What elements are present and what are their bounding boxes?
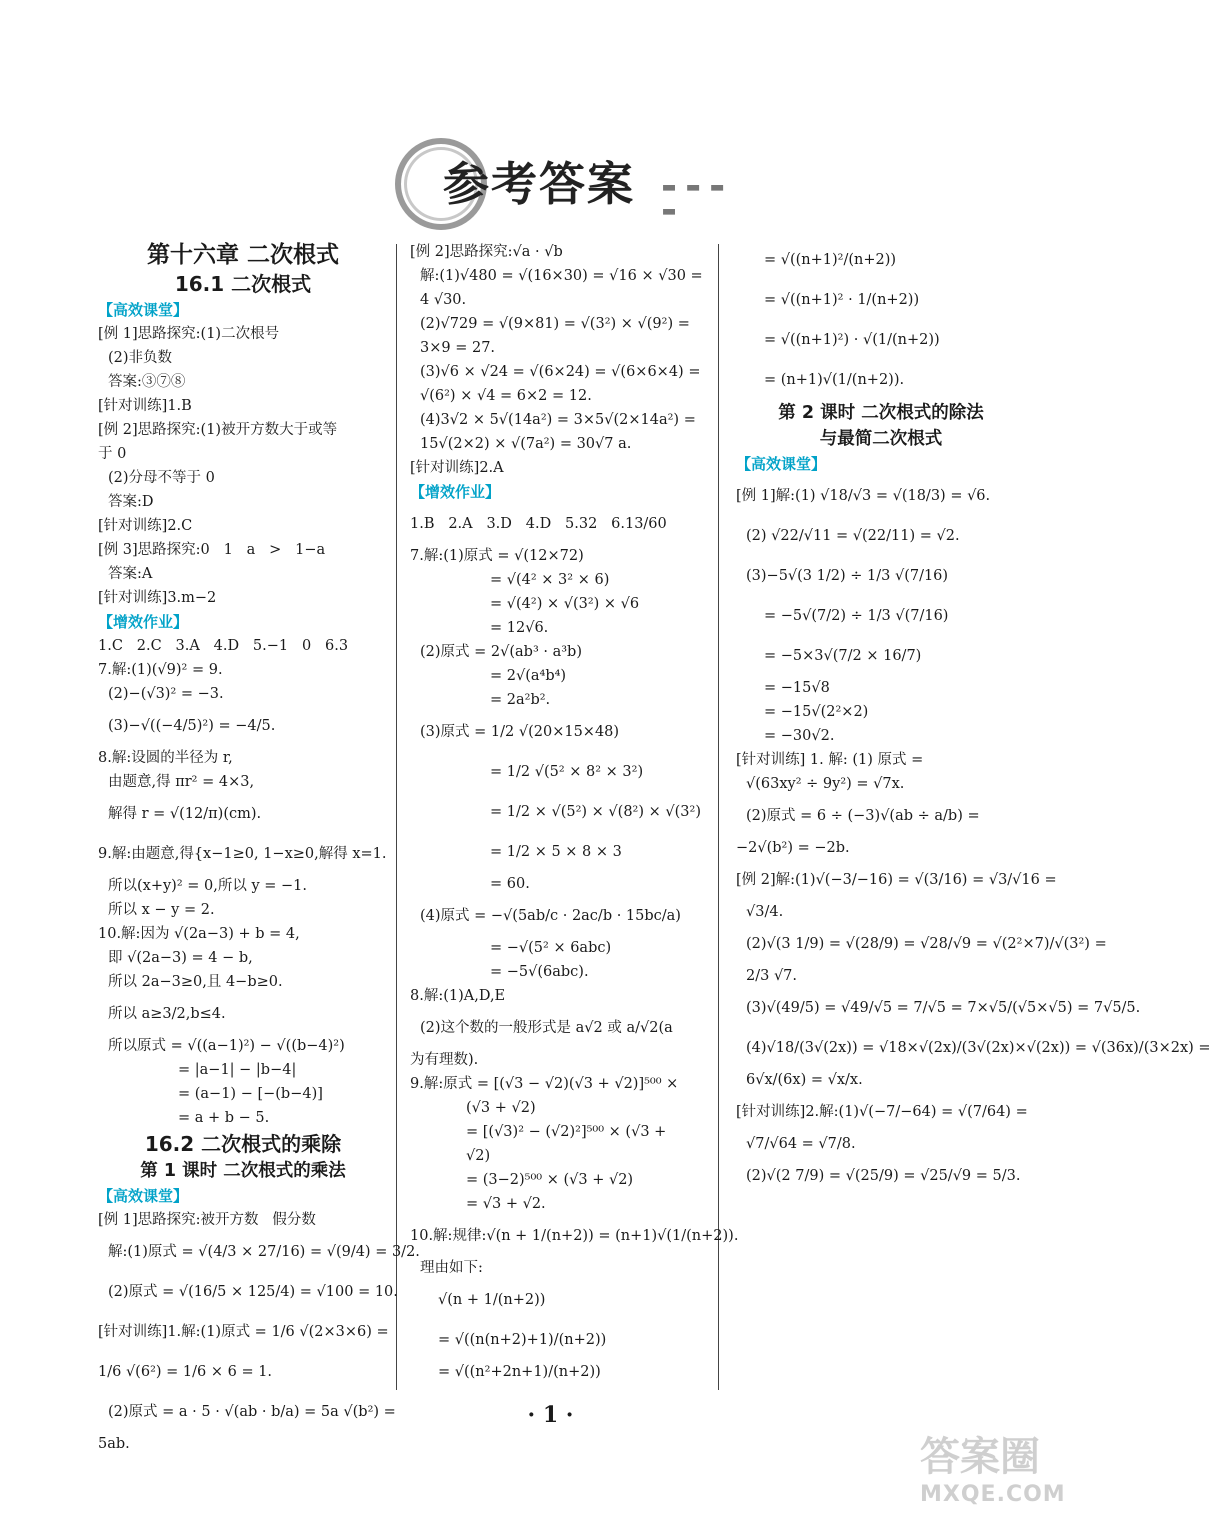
answer-line: 9.解:原式 = [(√3 − √2)(√3 + √2)]⁵⁰⁰ × xyxy=(410,1076,679,1092)
column-divider-1 xyxy=(396,244,397,1390)
answer-line: [针对训练] 1. 解: (1) 原式 = xyxy=(736,752,924,768)
watermark-url: MXQE.COM xyxy=(920,1482,1066,1507)
answer-line: [例 3]思路探究:0 1 a > 1−a xyxy=(98,542,326,558)
answer-line: 解得 r = √(12/π)(cm). xyxy=(108,806,262,822)
column-2 xyxy=(410,240,739,1384)
answer-line: 10.解:规律:√(n + 1/(n+2)) = (n+1)√(1/(n+2)). xyxy=(410,1228,739,1244)
answer-line: 7.解:(1)原式 = √(12×72) xyxy=(410,548,584,564)
watermark-logo xyxy=(920,1425,1090,1525)
answer-line: (3)√6 × √24 = √(6×24) = √(6×6×4) = xyxy=(420,364,701,380)
answer-line: [例 2]思路探究:(1)被开方数大于或等 xyxy=(98,422,338,438)
answer-banner xyxy=(395,138,725,228)
answer-line: 于 0 xyxy=(98,446,127,462)
answer-line: 所以原式 = √((a−1)²) − √((b−4)²) xyxy=(108,1038,345,1054)
column-1 xyxy=(98,240,420,1456)
answer-line: 6√x/(6x) = √x/x. xyxy=(746,1072,863,1088)
answer-line: (2)非负数 xyxy=(108,350,173,366)
answer-line: 8.解:(1)A,D,E xyxy=(410,988,506,1004)
chapter-title: 第十六章 二次根式 xyxy=(146,242,339,268)
section-tag: 【高效课堂】 xyxy=(98,301,189,319)
answer-line: (√3 + √2) xyxy=(466,1100,536,1116)
answer-line: 15√(2×2) × √(7a²) = 30√7 a. xyxy=(420,436,632,452)
answer-line: 8.解:设圆的半径为 r, xyxy=(98,750,233,766)
answer-line: = 2√(a⁴b⁴) xyxy=(490,668,567,684)
answer-line: [针对训练]1.解:(1)原式 = 1/6 √(2×3×6) = xyxy=(98,1324,389,1340)
answer-line: (2)√(2 7/9) = √(25/9) = √25/√9 = 5/3. xyxy=(746,1168,1021,1184)
answer-line: = −15√(2²×2) xyxy=(764,704,869,720)
answer-line: [例 2]解:(1)√(−3/−16) = √(3/16) = √3/√16 = xyxy=(736,872,1057,888)
answer-line: (2)√(3 1/9) = √(28/9) = √28/√9 = √(2²×7)/√(3²) = xyxy=(746,936,1107,952)
answer-line: [例 1]解:(1) √18/√3 = √(18/3) = √6. xyxy=(736,488,991,504)
answer-line: = (3−2)⁵⁰⁰ × (√3 + √2) xyxy=(466,1172,634,1188)
answer-line: = 1/2 √(5² × 8² × 3²) xyxy=(490,764,644,780)
answer-line: = √((n²+2n+1)/(n+2)) xyxy=(438,1364,601,1380)
section-tag: 【高效课堂】 xyxy=(736,455,827,473)
answer-line: = √((n+1)²/(n+2)) xyxy=(764,252,897,268)
answer-line: [例 2]思路探究:√a · √b xyxy=(410,244,563,260)
answer-line: (3)−5√(3 1/2) ÷ 1/3 √(7/16) xyxy=(746,568,949,584)
answer-line: [针对训练]2.解:(1)√(−7/−64) = √(7/64) = xyxy=(736,1104,1028,1120)
section-tag: 【高效课堂】 xyxy=(98,1187,189,1205)
answer-line: = [(√3)² − (√2)²]⁵⁰⁰ × (√3 + xyxy=(466,1124,667,1140)
section-tag: 【增效作业】 xyxy=(410,483,501,501)
answer-line: (4)3√2 × 5√(14a²) = 3×5√(2×14a²) = xyxy=(420,412,696,428)
answer-line: = √(4² × 3² × 6) xyxy=(490,572,610,588)
answer-line: 1/6 √(6²) = 1/6 × 6 = 1. xyxy=(98,1364,273,1380)
answer-line: [针对训练]2.A xyxy=(410,460,504,476)
answer-line: (3)√(49/5) = √49/√5 = 7/√5 = 7×√5/(√5×√5) = 7√5/5. xyxy=(746,1000,1141,1016)
section-tag: 【增效作业】 xyxy=(98,613,189,631)
column-3 xyxy=(736,240,1211,1196)
answer-line: 解:(1)√480 = √(16×30) = √16 × √30 = xyxy=(420,268,703,284)
answer-line: [例 1]思路探究:(1)二次根号 xyxy=(98,326,280,342)
answer-line: = 12√6. xyxy=(490,620,549,636)
column-divider-2 xyxy=(718,244,719,1390)
answer-line: 理由如下: xyxy=(420,1260,483,1276)
answer-line: (2)√729 = √(9×81) = √(3²) × √(9²) = xyxy=(420,316,690,332)
answer-line: (2)原式 = 6 ÷ (−3)√(ab ÷ a/b) = xyxy=(746,808,980,824)
lesson-title: 与最简二次根式 xyxy=(819,429,943,449)
section-title: 16.1 二次根式 xyxy=(174,272,312,296)
section-title: 16.2 二次根式的乘除 xyxy=(144,1132,342,1156)
answer-line: = √3 + √2. xyxy=(466,1196,546,1212)
answer-line: (3)−√((−4/5)²) = −4/5. xyxy=(108,718,276,734)
answer-line: (4)√18/(3√(2x)) = √18×√(2x)/(3√(2x)×√(2x)) = √(36x)/(3×2x) = xyxy=(746,1040,1211,1056)
answer-line: √(n + 1/(n+2)) xyxy=(438,1292,546,1308)
answer-line: = 60. xyxy=(490,876,530,892)
answer-line: (2)原式 = a · 5 · √(ab · b/a) = 5a √(b²) = xyxy=(108,1404,396,1420)
answer-line: √3/4. xyxy=(746,904,784,920)
answer-line: = a + b − 5. xyxy=(178,1110,270,1126)
answer-line: = −30√2. xyxy=(764,728,835,744)
answer-line: 1.B 2.A 3.D 4.D 5.32 6.13/60 xyxy=(410,516,667,532)
answer-line: (2) √22/√11 = √(22/11) = √2. xyxy=(746,528,960,544)
answer-line: √2) xyxy=(466,1148,491,1164)
answer-line: = (a−1) − [−(b−4)] xyxy=(178,1086,323,1102)
answer-line: = −√(5² × 6abc) xyxy=(490,940,612,956)
answer-line: 即 √(2a−3) = 4 − b, xyxy=(108,950,253,966)
answer-line: 为有理数). xyxy=(410,1052,479,1068)
answer-line: = −5√(6abc). xyxy=(490,964,589,980)
answer-line: (2)分母不等于 0 xyxy=(108,470,215,486)
answer-line: = √(4²) × √(3²) × √6 xyxy=(490,596,640,612)
answer-line: (3)原式 = 1/2 √(20×15×48) xyxy=(420,724,620,740)
answer-line: 4 √30. xyxy=(420,292,467,308)
answer-line: = (n+1)√(1/(n+2)). xyxy=(764,372,905,388)
answer-line: = |a−1| − |b−4| xyxy=(178,1062,297,1078)
answer-line: 解:(1)原式 = √(4/3 × 27/16) = √(9/4) = 3/2. xyxy=(108,1244,420,1260)
page-number: · 1 · xyxy=(527,1402,574,1428)
answer-line: 答案:③⑦⑧ xyxy=(108,374,186,390)
answer-line: (2)原式 = √(16/5 × 125/4) = √100 = 10. xyxy=(108,1284,398,1300)
answer-line: −2√(b²) = −2b. xyxy=(736,840,850,856)
lesson-title: 第 1 课时 二次根式的乘法 xyxy=(140,1161,346,1181)
answer-line: (2)−(√3)² = −3. xyxy=(108,686,224,702)
answer-line: 9.解:由题意,得{x−1≥0, 1−x≥0,解得 x=1. xyxy=(98,846,387,862)
answer-line: 2/3 √7. xyxy=(746,968,798,984)
banner-title: 参考答案 xyxy=(443,157,635,211)
answer-line: 1.C 2.C 3.A 4.D 5.−1 0 6.3 xyxy=(98,638,349,654)
answer-line: = −5√(7/2) ÷ 1/3 √(7/16) xyxy=(764,608,949,624)
answer-line: = −15√8 xyxy=(764,680,830,696)
answer-line: = √((n(n+2)+1)/(n+2)) xyxy=(438,1332,607,1348)
answer-line: [例 1]思路探究:被开方数 假分数 xyxy=(98,1212,316,1228)
answer-line: 3×9 = 27. xyxy=(420,340,496,356)
answer-line: 10.解:因为 √(2a−3) + b = 4, xyxy=(98,926,300,942)
answer-line: 所以 2a−3≥0,且 4−b≥0. xyxy=(108,974,283,990)
answer-line: 所以 x − y = 2. xyxy=(108,902,215,918)
answer-line: 所以 a≥3/2,b≤4. xyxy=(108,1006,226,1022)
answer-line: = 2a²b². xyxy=(490,692,551,708)
answer-line: √7/√64 = √7/8. xyxy=(746,1136,856,1152)
answer-line: 所以(x+y)² = 0,所以 y = −1. xyxy=(108,878,307,894)
answer-line: 5ab. xyxy=(98,1436,130,1452)
answer-line: = √((n+1)² · 1/(n+2)) xyxy=(764,292,920,308)
answer-line: [针对训练]2.C xyxy=(98,518,193,534)
answer-line: [针对训练]1.B xyxy=(98,398,192,414)
answer-line: [针对训练]3.m−2 xyxy=(98,590,217,606)
answer-line: (2)原式 = 2√(ab³ · a³b) xyxy=(420,644,582,660)
answer-line: = 1/2 × √(5²) × √(8²) × √(3²) xyxy=(490,804,701,820)
answer-line: (4)原式 = −√(5ab/c · 2ac/b · 15bc/a) xyxy=(420,908,681,924)
answer-line: √(6²) × √4 = 6×2 = 12. xyxy=(420,388,592,404)
watermark-text: 答案圈 xyxy=(920,1434,1040,1480)
lesson-title: 第 2 课时 二次根式的除法 xyxy=(778,403,984,423)
answer-line: = −5×3√(7/2 × 16/7) xyxy=(764,648,922,664)
answer-line: √(63xy² ÷ 9y²) = √7x. xyxy=(746,776,905,792)
answer-line: (2)这个数的一般形式是 a√2 或 a/√2(a xyxy=(420,1020,673,1036)
answer-line: = √((n+1)²) · √(1/(n+2)) xyxy=(764,332,940,348)
answer-line: 由题意,得 πr² = 4×3, xyxy=(108,774,255,790)
answer-line: 答案:A xyxy=(108,566,153,582)
answer-line: 7.解:(1)(√9)² = 9. xyxy=(98,662,223,678)
answer-line: 答案:D xyxy=(108,494,154,510)
answer-line: = 1/2 × 5 × 8 × 3 xyxy=(490,844,622,860)
banner-dash-decoration: ▬ ▬ ▬ ▬ xyxy=(663,174,724,222)
